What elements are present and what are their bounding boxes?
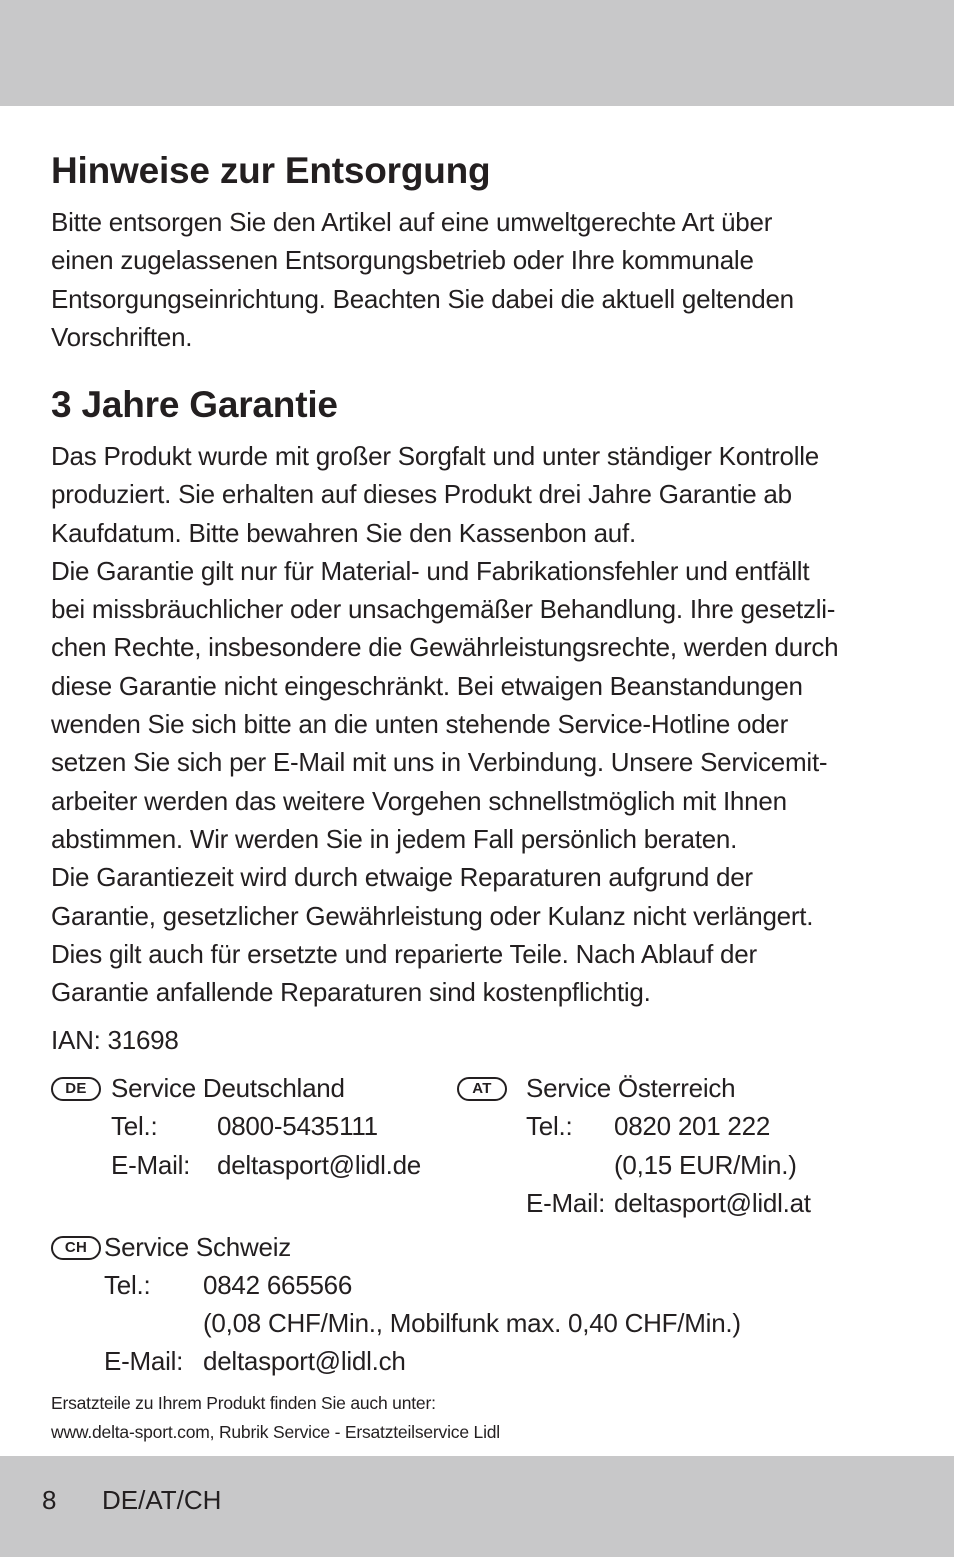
region-label: DE/AT/CH — [102, 1485, 222, 1515]
disposal-line: Vorschriften. — [51, 321, 193, 352]
warranty-line: bei missbräuchlicher oder unsachgemäßer Behandlung. Ihre gesetzli- — [51, 594, 836, 625]
service-at-title: Service Österreich — [526, 1073, 736, 1103]
ian-number: IAN: 31698 — [51, 1025, 179, 1055]
service-at-tel-value: 0820 201 222 — [614, 1111, 771, 1141]
service-ch-tel-note: (0,08 CHF/Min., Mobilfunk max. 0,40 CHF/Min.) — [203, 1308, 741, 1338]
warranty-line: setzen Sie sich per E-Mail mit uns in Verbindung. Unsere Servicemit- — [51, 747, 828, 778]
warranty-line: abstimmen. Wir werden Sie in jedem Fall persönlich beraten. — [51, 823, 738, 854]
page-number: 8 — [42, 1485, 57, 1515]
service-ch-tel-value: 0842 665566 — [203, 1270, 353, 1300]
service-ch-email-value: deltasport@lidl.ch — [203, 1346, 406, 1376]
at-badge-icon: AT — [457, 1077, 507, 1101]
warranty-heading: 3 Jahre Garantie — [51, 384, 338, 425]
warranty-line: diese Garantie nicht eingeschränkt. Bei etwaigen Beanstandungen — [51, 670, 803, 701]
disposal-paragraph — [51, 203, 931, 356]
warranty-line: Kaufdatum. Bitte bewahren Sie den Kassenbon auf. — [51, 517, 636, 548]
warranty-line: wenden Sie sich bitte an die unten stehende Service-Hotline oder — [51, 709, 789, 740]
spare-parts-line-1: Ersatzteile zu Ihrem Produkt finden Sie auch unter: — [51, 1393, 436, 1413]
warranty-line: Dies gilt auch für ersetzte und reparierte Teile. Nach Ablauf der — [51, 938, 757, 969]
warranty-line: Garantie anfallende Reparaturen sind kostenpflichtig. — [51, 977, 651, 1008]
service-at-tel-label: Tel.: — [526, 1111, 573, 1141]
service-de-email-label: E-Mail: — [111, 1150, 191, 1180]
disposal-line: Entsorgungseinrichtung. Beachten Sie dabei die aktuell geltenden — [51, 283, 794, 314]
de-badge-icon: DE — [51, 1077, 101, 1101]
service-de-tel-label: Tel.: — [111, 1111, 158, 1141]
warranty-line: Die Garantiezeit wird durch etwaige Reparaturen aufgrund der — [51, 862, 753, 893]
service-at-email-value: deltasport@lidl.at — [614, 1188, 811, 1218]
warranty-paragraph — [51, 437, 931, 1011]
service-ch-email-label: E-Mail: — [104, 1346, 184, 1376]
service-de-email-value: deltasport@lidl.de — [217, 1150, 422, 1180]
disposal-line: einen zugelassenen Entsorgungsbetrieb oder Ihre kommunale — [51, 245, 754, 276]
service-at-email-label: E-Mail: — [526, 1188, 606, 1218]
warranty-line: Garantie, gesetzlicher Gewährleistung oder Kulanz nicht verlängert. — [51, 900, 814, 931]
warranty-line: produziert. Sie erhalten auf dieses Produkt drei Jahre Garantie ab — [51, 479, 792, 510]
service-de-tel-value: 0800-5435111 — [217, 1111, 378, 1141]
service-ch-tel-label: Tel.: — [104, 1270, 151, 1300]
warranty-line: Die Garantie gilt nur für Material- und Fabrikationsfehler und entfällt — [51, 555, 810, 586]
header-band — [0, 0, 954, 106]
disposal-line: Bitte entsorgen Sie den Artikel auf eine umweltgerechte Art über — [51, 207, 773, 237]
ch-badge-icon: CH — [51, 1236, 101, 1260]
service-ch-title: Service Schweiz — [104, 1232, 291, 1262]
disposal-heading: Hinweise zur Entsorgung — [51, 150, 491, 191]
warranty-line: chen Rechte, insbesondere die Gewährleistungsrechte, werden durch — [51, 632, 839, 663]
service-at-tel-note: (0,15 EUR/Min.) — [614, 1150, 797, 1180]
spare-parts-line-2: www.delta-sport.com, Rubrik Service - Ersatzteilservice Lidl — [51, 1422, 500, 1442]
warranty-line: Das Produkt wurde mit großer Sorgfalt und unter ständiger Kontrolle — [51, 441, 819, 471]
warranty-line: arbeiter werden das weitere Vorgehen schnellstmöglich mit Ihnen — [51, 785, 787, 816]
service-de-title: Service Deutschland — [111, 1073, 345, 1103]
